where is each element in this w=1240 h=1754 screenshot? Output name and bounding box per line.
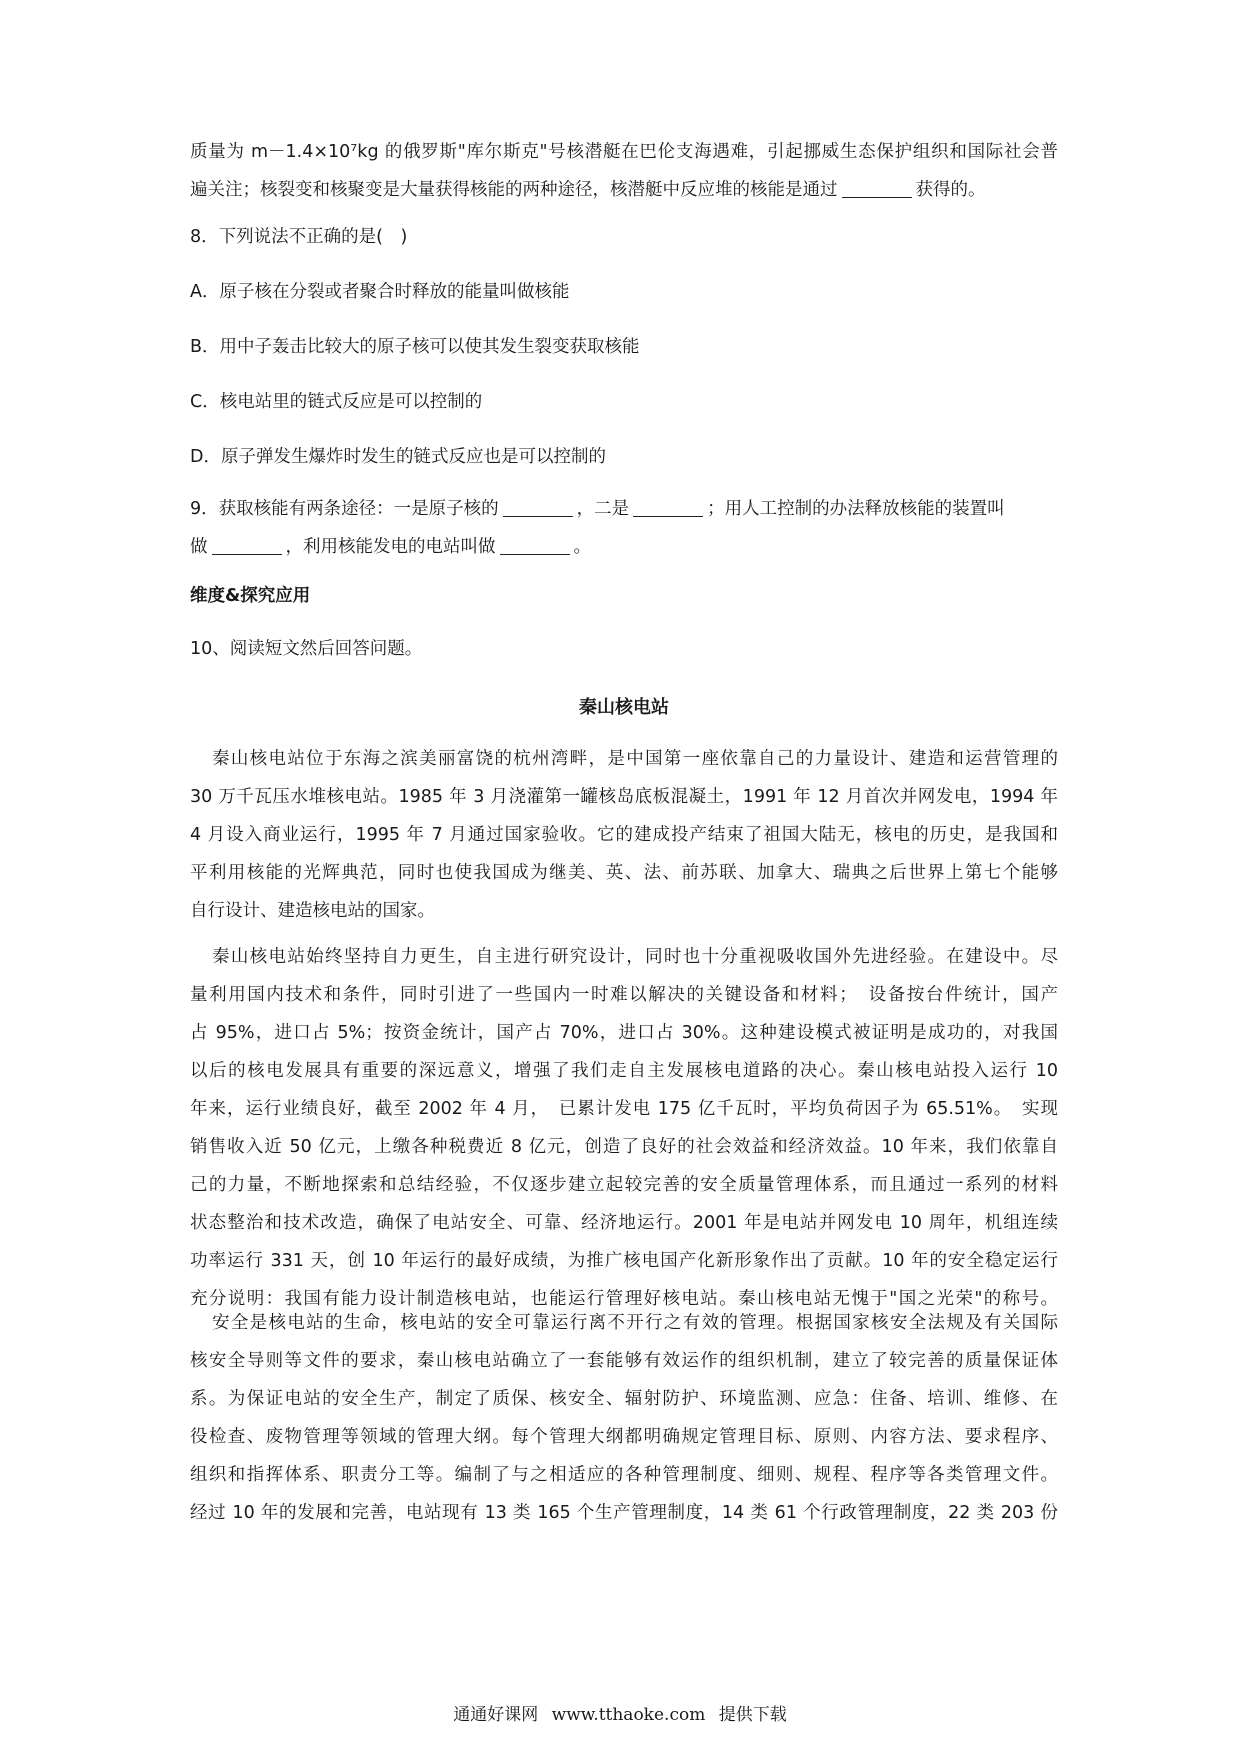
article-paragraph-3	[190, 1304, 1058, 1532]
answer-blank-4[interactable]	[500, 536, 570, 555]
article-paragraph-2	[190, 938, 1058, 1318]
paragraph-2-line: 销售收入近 50 亿元，上缴各种税费近 8 亿元，创造了良好的社会效益和经济效益。10 年来，我们依靠自	[190, 1137, 1058, 1157]
question-9-text-5: ，利用核能发电的电站叫做	[285, 537, 496, 557]
question-8-stem: 8．下列说法不正确的是( )	[190, 227, 408, 247]
question-9-line-1	[190, 490, 1058, 528]
paragraph-2-line: 己的力量，不断地探索和总结经验，不仅逐步建立起较完善的安全质量管理体系，而且通过一系列的材料	[190, 1175, 1058, 1195]
question-9-text-1: 9．获取核能有两条途径：一是原子核的	[190, 499, 499, 519]
answer-blank-1[interactable]	[503, 498, 573, 517]
paragraph-2-line: 功率运行 331 天，创 10 年运行的最好成绩，为推广核电国产化新形象作出了贡献。10 年的安全稳定运行	[190, 1251, 1058, 1271]
intro-line-2-tail: 获得的。	[915, 180, 986, 200]
paragraph-1-line: 自行设计、建造核电站的国家。	[190, 901, 435, 921]
paragraph-3-line: 役检查、废物管理等领域的管理大纲。每个管理大纲都明确规定管理目标、原则、内容方法、要求程序、	[190, 1427, 1058, 1447]
paragraph-1-line: 秦山核电站位于东海之滨美丽富饶的杭州湾畔，是中国第一座依靠自己的力量设计、建造和运营管理的	[212, 749, 1058, 769]
answer-blank[interactable]	[842, 179, 912, 198]
paragraph-1-line: 平利用核能的光辉典范，同时也使我国成为继美、英、法、前苏联、加拿大、瑞典之后世界上第七个能够	[190, 863, 1058, 883]
paragraph-2-line: 年来，运行业绩良好，截至 2002 年 4 月， 已累计发电 175 亿千瓦时，平均负荷因子为 65.51%。 实现	[190, 1099, 1058, 1119]
question-9-text-2: ，二是	[576, 499, 630, 519]
intro-line-2	[190, 171, 1058, 209]
page-footer	[0, 1700, 1240, 1725]
question-8-option-a: A．原子核在分裂或者聚合时释放的能量叫做核能	[190, 282, 570, 302]
section-title: 维度&探究应用	[190, 586, 311, 606]
paragraph-2-line: 状态整治和技术改造，确保了电站安全、可靠、经济地运行。2001 年是电站并网发电 10 周年，机组连续	[190, 1213, 1058, 1233]
question-8-option-b: B．用中子轰击比较大的原子核可以使其发生裂变获取核能	[190, 337, 640, 357]
intro-line-1: 质量为 m－1.4×10⁷kg 的俄罗斯"库尔斯克"号核潜艇在巴伦支海遇难，引起挪威生态保护组织和国际社会普	[190, 142, 1058, 162]
paragraph-2-line: 占 95%，进口占 5%；按资金统计，国产占 70%，进口占 30%。这种建设模式被证明是成功的，对我国	[190, 1023, 1058, 1043]
paragraph-2-line: 充分说明：我国有能力设计制造核电站，也能运行管理好核电站。秦山核电站无愧于"国之光荣"的称号。	[190, 1289, 1058, 1309]
footer-url[interactable]: www.tthaoke.com	[551, 1705, 706, 1725]
paragraph-2-line: 量利用国内技术和条件，同时引进了一些国内一时难以解决的关键设备和材料； 设备按台件统计，国产	[190, 985, 1058, 1005]
question-9	[190, 490, 1058, 566]
paragraph-3-line: 组织和指挥体系、职责分工等。编制了与之相适应的各种管理制度、细则、规程、程序等各类管理文件。	[190, 1465, 1058, 1485]
question-9-text-3: ；用人工控制的办法释放核能的装置叫	[707, 499, 1005, 519]
paragraph-3-line: 安全是核电站的生命，核电站的安全可靠运行离不开行之有效的管理。根据国家核安全法规及有关国际	[212, 1313, 1058, 1333]
article-title: 秦山核电站	[579, 697, 669, 718]
paragraph-3-line: 系。为保证电站的安全生产，制定了质保、核安全、辐射防护、环境监测、应急：住备、培训、维修、在	[190, 1389, 1058, 1409]
paragraph-1-line: 30 万千瓦压水堆核电站。1985 年 3 月浇灌第一罐核岛底板混凝土，1991 年 12 月首次并网发电，1994 年	[190, 787, 1058, 807]
paragraph-2-line: 秦山核电站始终坚持自力更生，自主进行研究设计，同时也十分重视吸收国外先进经验。在建设中。尽	[212, 947, 1058, 967]
paragraph-3-line: 经过 10 年的发展和完善，电站现有 13 类 165 个生产管理制度，14 类 61 个行政管理制度，22 类 203 份	[190, 1503, 1058, 1523]
paragraph-2-line: 以后的核电发展具有重要的深远意义，增强了我们走自主发展核电道路的决心。秦山核电站投入运行 10	[190, 1061, 1058, 1081]
question-9-line-2	[190, 528, 1058, 566]
question-9-text-4: 做	[190, 537, 208, 557]
question-10-stem: 10、阅读短文然后回答问题。	[190, 639, 423, 659]
answer-blank-3[interactable]	[212, 536, 282, 555]
footer-tail: 提供下载	[718, 1705, 787, 1725]
paragraph-3-line: 核安全导则等文件的要求，秦山核电站确立了一套能够有效运作的组织机制，建立了较完善的质量保证体	[190, 1351, 1058, 1371]
article-paragraph-1	[190, 740, 1058, 930]
footer-site-name: 通通好课网	[453, 1705, 539, 1725]
question-8-option-c: C．核电站里的链式反应是可以控制的	[190, 392, 483, 412]
intro-line-2-text: 遍关注；核裂变和核聚变是大量获得核能的两种途径，核潜艇中反应堆的核能是通过	[190, 180, 838, 200]
question-9-text-6: 。	[573, 537, 591, 557]
intro-paragraph	[190, 133, 1058, 209]
answer-blank-2[interactable]	[633, 498, 703, 517]
question-8-option-d: D．原子弹发生爆炸时发生的链式反应也是可以控制的	[190, 447, 606, 467]
paragraph-1-line: 4 月设入商业运行，1995 年 7 月通过国家验收。它的建成投产结束了祖国大陆无，核电的历史，是我国和	[190, 825, 1058, 845]
